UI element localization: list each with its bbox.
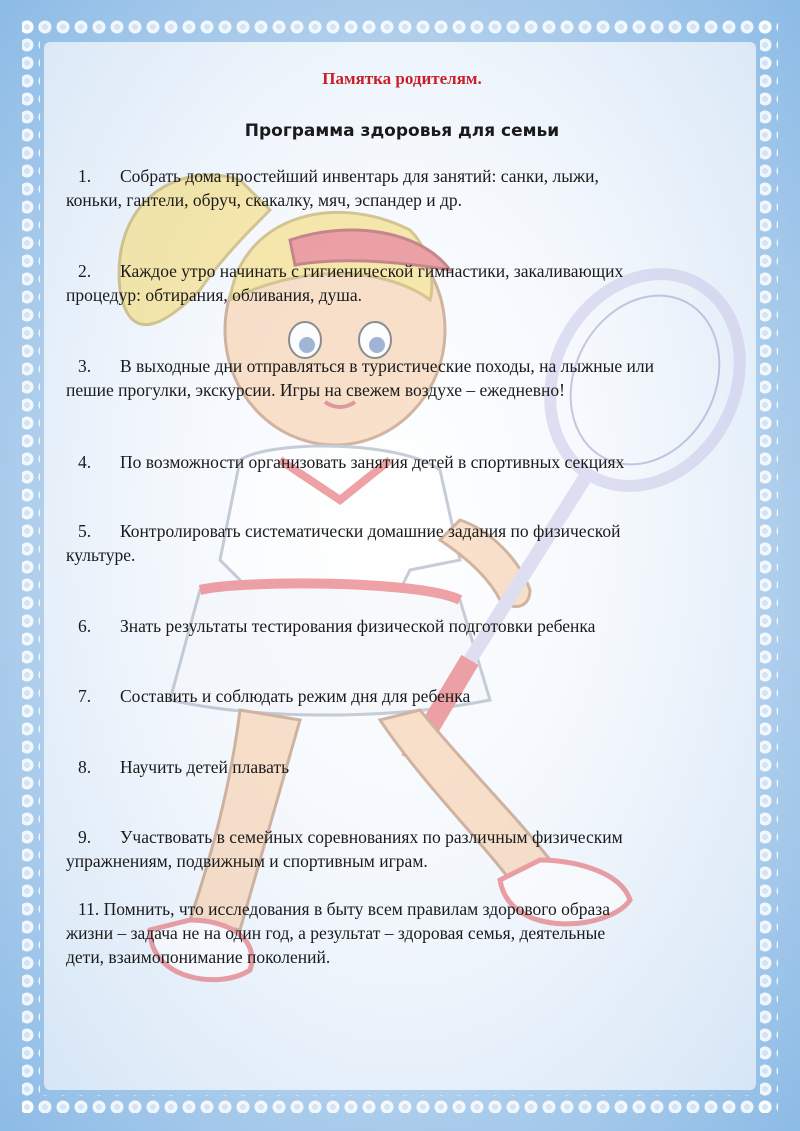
final-item-line: жизни – задача не на один год, а результат – здоровая семья, деятельные [66, 923, 606, 943]
item-text: Составить и соблюдать режим дня для ребенка [120, 686, 471, 706]
item-text: Контролировать систематически домашние задания по физической [120, 521, 621, 541]
item-text: Собрать дома простейший инвентарь для занятий: санки, лыжи, [120, 166, 599, 186]
list-item [66, 684, 738, 708]
item-text-continued: пешие прогулки, экскурсии. Игры на свежем воздухе – ежедневно! [66, 380, 565, 400]
item-number: 9. [78, 827, 92, 847]
list-item [66, 450, 738, 474]
item-text-continued: коньки, гантели, обруч, скакалку, мяч, эспандер и др. [66, 190, 463, 210]
item-text: Научить детей плавать [120, 757, 290, 777]
item-number: 1. [78, 166, 92, 186]
item-text-continued: упражнениям, подвижным и спортивным играм. [66, 851, 428, 871]
list-item [66, 259, 738, 307]
list-item [66, 354, 738, 402]
list-item [66, 755, 738, 779]
item-number: 6. [78, 616, 92, 636]
item-number: 5. [78, 521, 92, 541]
item-text: Знать результаты тестирования физической подготовки ребенка [120, 616, 596, 636]
final-item-line: 11. Помнить, что исследования в быту всем правилам здорового образа [78, 899, 610, 919]
list-item [66, 825, 738, 873]
item-number: 4. [78, 452, 92, 472]
program-title: Программа здоровья для семьи [244, 121, 560, 141]
memo-content [66, 62, 738, 967]
list-item [66, 614, 738, 638]
item-text-continued: культуре. [66, 545, 136, 565]
memo-title: Памятка родителям. [322, 69, 482, 88]
item-number: 8. [78, 757, 92, 777]
item-text: Каждое утро начинать с гигиенической гимнастики, закаливающих [120, 261, 624, 281]
list-item [66, 164, 738, 212]
item-number: 3. [78, 356, 92, 376]
item-number: 2. [78, 261, 92, 281]
item-text: Участвовать в семейных соревнованиях по различным физическим [120, 827, 623, 847]
final-item-line: дети, взаимопонимание поколений. [66, 947, 331, 967]
item-number: 7. [78, 686, 92, 706]
item-text-continued: процедур: обтирания, обливания, душа. [66, 285, 363, 305]
item-text: По возможности организовать занятия детей в спортивных секциях [120, 452, 625, 472]
final-list-item [66, 897, 738, 969]
item-text: В выходные дни отправляться в туристические походы, на лыжные или [120, 356, 654, 376]
list-item [66, 519, 738, 567]
